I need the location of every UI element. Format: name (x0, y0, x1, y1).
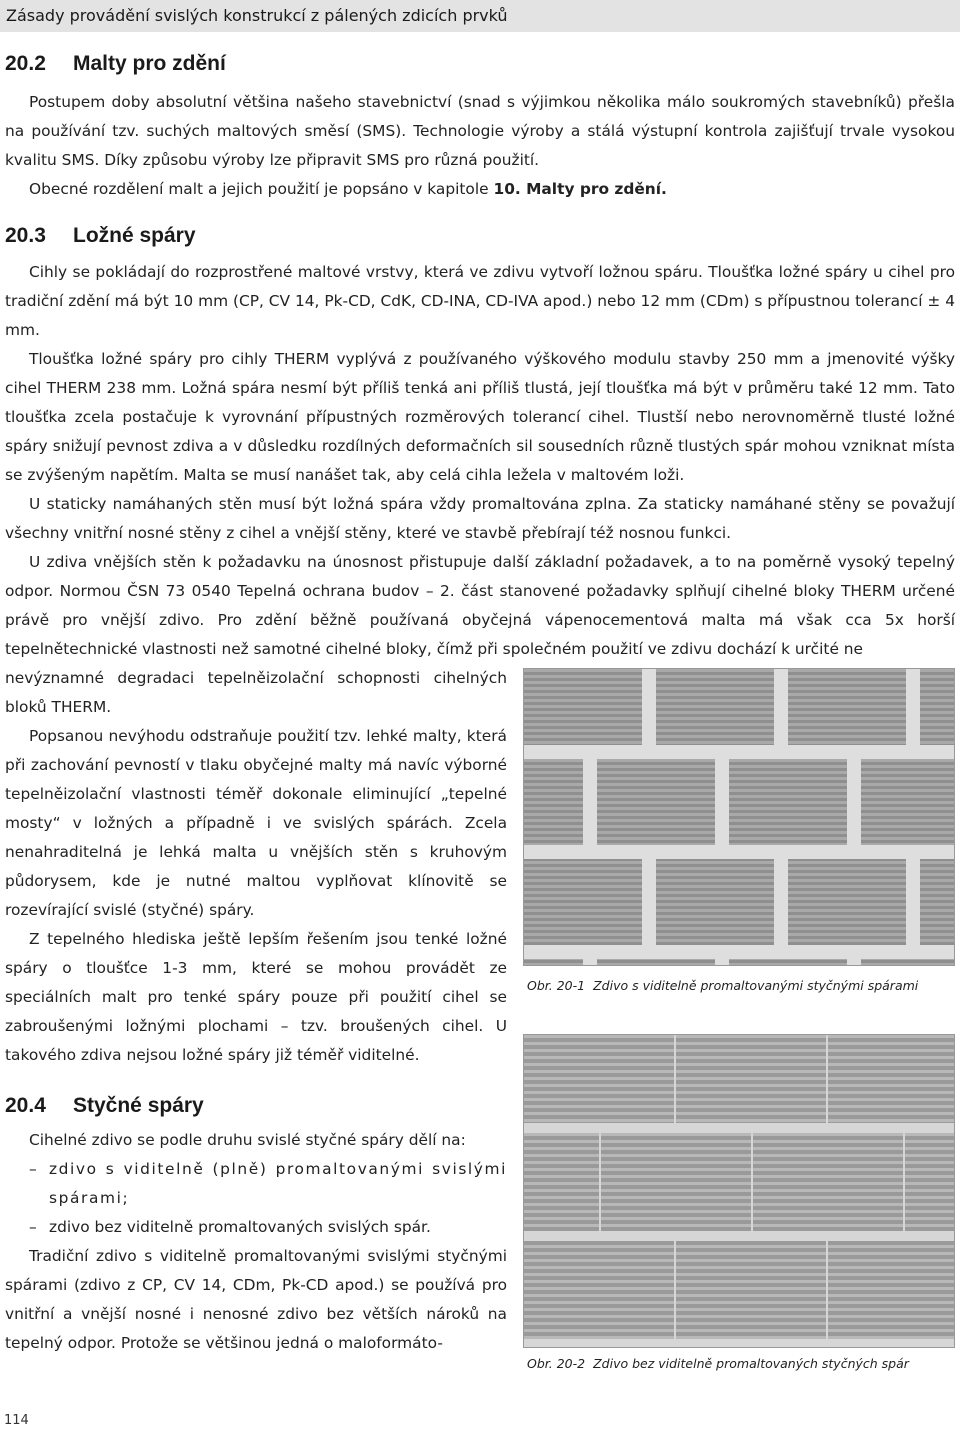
brick (828, 1035, 954, 1123)
page-number: 114 (4, 1413, 29, 1428)
list-dash: – (29, 1218, 37, 1236)
paragraph-continued: nevýznamné degradaci tepelněizolační schopnosti cihelných bloků THERM. (5, 669, 507, 716)
brick (861, 759, 954, 845)
brick (524, 759, 583, 845)
brick (524, 1133, 599, 1231)
figure-20-1-caption (527, 978, 918, 993)
brick (656, 669, 774, 745)
brick-wall-visible-joints-image (524, 669, 954, 965)
brick (788, 859, 906, 945)
brick (753, 1133, 903, 1231)
section-title: Malty pro zdění (73, 52, 226, 75)
brick (524, 1035, 674, 1123)
paragraph: Tradiční zdivo s viditelně promaltovanými svislými styčnými spárami (zdivo z CP, CV 14, CDm, Pk-CD apod.) se používá pro vnitřní a vnější nosné i nenosné zdivo bez větších nároků na tepelný odpor. Protože se většinou jedná o maloformáto- (5, 1247, 507, 1352)
brick-wall-no-visible-joints-image (524, 1035, 954, 1347)
chapter-reference: 10. Malty pro zdění (493, 180, 662, 198)
section-body-20-3-column (5, 664, 507, 1070)
paragraph-end: . (661, 180, 667, 198)
figure-20-2-caption (527, 1356, 909, 1371)
section-title: Ložné spáry (73, 224, 196, 247)
section-heading-20-2 (5, 52, 226, 76)
section-number: 20.3 (5, 224, 46, 247)
brick (597, 759, 715, 845)
paragraph: Z tepelného hlediska ještě lepším řešením jsou tenké ložné spáry o tloušťce 1-3 mm, které se mohou provádět ze speciálních malt pro tenké spáry pouze při použití cihel se zabroušenými ložnými plochami – tzv. broušených cihel. U takového zdiva nejsou ložné spáry již téměř viditelné. (5, 930, 507, 1064)
list-item (5, 1213, 507, 1242)
brick (656, 859, 774, 945)
brick (920, 669, 954, 745)
paragraph: Cihelné zdivo se podle druhu svislé styčné spáry dělí na: (29, 1131, 466, 1149)
section-heading-20-4 (5, 1094, 204, 1118)
paragraph: U staticky namáhaných stěn musí být ložná spára vždy promaltována zplna. Za staticky namáhané stěny se považují všechny vnitřní nosné stěny z cihel a vnější stěny, které ve stavbě přebírají též nosnou funkci. (5, 495, 955, 542)
list-item-text: zdivo bez viditelně promaltovaných svislých spár. (49, 1218, 431, 1236)
paragraph: Postupem doby absolutní většina našeho stavebnictví (snad s výjimkou několika málo soukromých stavebníků) přešla na používání tzv. suchých maltových směsí (SMS). Technologie výroby a stálá výstupní kontrola zajišťují trvale vysokou kvalitu SMS. Díky způsobu výroby lze připravit SMS pro různá použití. (5, 93, 955, 169)
brick (676, 1035, 826, 1123)
paragraph-text: Obecné rozdělení malt a jejich použití je popsáno v kapitole (29, 180, 494, 198)
brick (861, 959, 954, 965)
paragraph: Cihly se pokládají do rozprostřené maltové vrstvy, která ve zdivu vytvoří ložnou spáru. Tloušťka ložné spáry u cihel pro tradiční zdění má být 10 mm (CP, CV 14, Pk-CD, CdK, CD-INA, CD-IVA apod.) nebo 12 mm (CDm) s přípustnou tolerancí ± 4 mm. (5, 263, 955, 339)
brick (676, 1241, 826, 1339)
list-dash: – (29, 1160, 39, 1178)
brick (601, 1133, 751, 1231)
figure-label: Obr. 20-1 (527, 978, 586, 993)
brick (729, 959, 847, 965)
brick (524, 1241, 674, 1339)
list-item-text: zdivo s viditelně (plně) promaltovanými svislými spárami; (49, 1160, 507, 1207)
section-number: 20.2 (5, 52, 46, 75)
figure-label: Obr. 20-2 (527, 1356, 586, 1371)
figure-caption-text: Zdivo s viditelně promaltovanými styčnými spárami (593, 978, 919, 993)
paragraph: U zdiva vnějších stěn k požadavku na únosnost přistupuje další základní požadavek, a to na poměrně vysoký tepelný odpor. Normou ČSN 73 0540 Tepelná ochrana budov – 2. část stanovené požadavky splňují cihelné bloky THERM určené právě pro vnější zdivo. Pro zdění běžně používaná obyčejná vápenocementová malta má však cca 5x horší tepelnětechnické vlastnosti než samotné cihelné bloky, čímž při společném použití ve zdivu dochází k určité ne (5, 553, 955, 658)
brick (788, 669, 906, 745)
figure-20-1-photo (523, 668, 955, 966)
paragraph (5, 175, 955, 204)
section-body-20-4 (5, 1126, 507, 1358)
figure-20-2-photo (523, 1034, 955, 1348)
brick (524, 959, 583, 965)
brick (524, 859, 642, 945)
section-heading-20-3 (5, 224, 196, 248)
list-item (5, 1155, 507, 1213)
section-title: Styčné spáry (73, 1094, 204, 1117)
paragraph: Popsanou nevýhodu odstraňuje použití tzv. lehké malty, která při zachování pevností v tlaku obyčejné malty má navíc výborné tepelněizolační vlastnosti téměř dokonale eliminující „tepelné mosty“ v ložných a případně i ve svislých spárách. Zcela nenahraditelná je lehká malta u vnějších stěn s kruhovým půdorysem, kde je nutné maltou vyplňovat klínovitě se rozevírající svislé (styčné) spáry. (5, 727, 507, 919)
figure-caption-text: Zdivo bez viditelně promaltovaných styčných spár (593, 1356, 909, 1371)
section-body-20-2 (5, 88, 955, 204)
section-body-20-3 (5, 258, 955, 664)
brick (828, 1241, 954, 1339)
brick (729, 759, 847, 845)
running-header-title: Zásady provádění svislých konstrukcí z pálených zdicích prvků (6, 6, 508, 25)
brick (920, 859, 954, 945)
paragraph: Tloušťka ložné spáry pro cihly THERM vyplývá z používaného výškového modulu stavby 250 mm a jmenovité výšky cihel THERM 238 mm. Ložná spára nesmí být příliš tenká ani příliš tlustá, její tloušťka má být v průměru také 12 mm. Tato tloušťka zcela postačuje k vyrovnání přípustných rozměrových tolerancí cihel. Tlustší nebo nerovnoměrně tlusté ložné spáry snižují pevnost zdiva a v důsledku rozdílných deformačních sil sousedních různě tlustých spár mohou vzniknat místa se zvýšeným napětím. Malta se musí nanášet tak, aby celá cihla ležela v maltovém loži. (5, 350, 955, 484)
running-header (0, 0, 960, 32)
section-number: 20.4 (5, 1094, 46, 1117)
brick (524, 669, 642, 745)
brick (597, 959, 715, 965)
brick (905, 1133, 954, 1231)
